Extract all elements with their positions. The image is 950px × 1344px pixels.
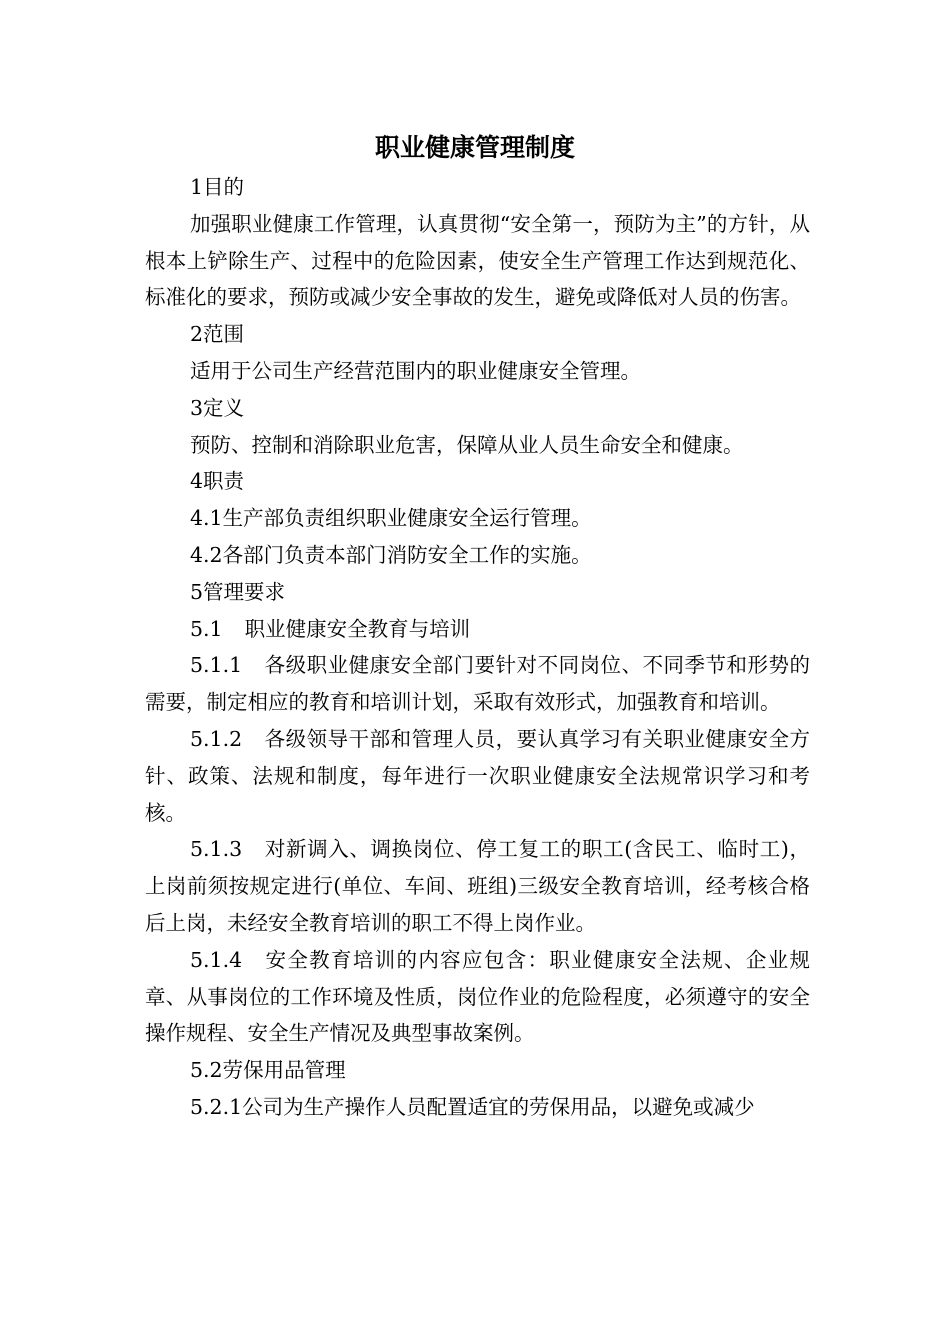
heading-definition — [145, 390, 810, 427]
heading-responsibilities — [145, 463, 810, 500]
clause-number: 5.2.1 — [190, 1094, 243, 1119]
section-title: 目的 — [203, 175, 245, 199]
clause-4-1 — [145, 500, 810, 537]
clause-text: 职业健康安全教育与培训 — [244, 616, 471, 641]
clause-5-1-1 — [145, 647, 810, 721]
clause-5-1-4 — [145, 942, 810, 1052]
section-number: 5 — [190, 579, 204, 604]
section-title: 职责 — [203, 469, 245, 494]
clause-4-2 — [145, 537, 810, 574]
section-title: 定义 — [203, 395, 245, 420]
section-number: 1 — [190, 175, 204, 199]
clause-text: 公司为生产操作人员配置适宜的劳保用品，以避免或减少 — [242, 1094, 755, 1119]
clause-text: 劳保用品管理 — [222, 1058, 346, 1083]
clause-text: 安全教育培训的内容应包含：职业健康安全法规、企业规章、从事岗位的工作环境及性质，岗位作业的危险程度，必须遵守的安全操作规程、安全生产情况及典型事故案例。 — [145, 947, 810, 1046]
clause-text: 生产部负责组织职业健康安全运行管理。 — [222, 506, 592, 531]
clause-5-1 — [145, 611, 810, 648]
clause-number: 5.1 — [190, 616, 223, 641]
section-title: 管理要求 — [203, 579, 286, 604]
clause-text: 各部门负责本部门消防安全工作的实施。 — [222, 542, 592, 567]
clause-number: 5.1.1 — [190, 653, 243, 678]
section-title: 范围 — [203, 322, 245, 347]
section-number: 3 — [190, 395, 204, 420]
clause-number: 5.1.3 — [190, 837, 243, 862]
clause-number: 5.1.4 — [190, 947, 243, 972]
clause-text: 各级领导干部和管理人员，要认真学习有关职业健康安全方针、政策、法规和制度，每年进行一次职业健康安全法规常识学习和考核。 — [145, 726, 810, 825]
paragraph-purpose: 加强职业健康工作管理，认真贯彻“安全第一，预防为主”的方针，从根本上铲除生产、过程中的危险因素，使安全生产管理工作达到规范化、标准化的要求，预防或减少安全事故的发生，避免或降低对人员的伤害。 — [145, 211, 810, 310]
section-number: 2 — [190, 322, 204, 347]
clause-5-2 — [145, 1052, 810, 1089]
clause-number: 5.1.2 — [190, 726, 243, 751]
heading-purpose — [145, 169, 810, 206]
paragraph-definition: 预防、控制和消除职业危害，保障从业人员生命安全和健康。 — [190, 432, 744, 457]
page-title: 职业健康管理制度 — [374, 133, 575, 162]
heading-scope — [145, 316, 810, 353]
clause-5-1-3 — [145, 831, 810, 941]
heading-management-requirements — [145, 574, 810, 611]
clause-number: 4.1 — [190, 506, 223, 531]
clause-5-2-1 — [145, 1089, 810, 1126]
clause-number: 4.2 — [190, 542, 223, 567]
clause-number: 5.2 — [190, 1058, 223, 1083]
clause-5-1-2 — [145, 721, 810, 831]
document-body — [145, 169, 810, 1126]
paragraph-scope: 适用于公司生产经营范围内的职业健康安全管理。 — [190, 358, 641, 383]
clause-text: 各级职业健康安全部门要针对不同岗位、不同季节和形势的需要，制定相应的教育和培训计划，采取有效形式，加强教育和培训。 — [145, 653, 810, 715]
section-number: 4 — [190, 469, 204, 494]
clause-text: 对新调入、调换岗位、停工复工的职工(含民工、临时工)，上岗前须按规定进行(单位、车间、班组)三级安全教育培训，经考核合格后上岗，未经安全教育培训的职工不得上岗作业。 — [145, 837, 810, 935]
